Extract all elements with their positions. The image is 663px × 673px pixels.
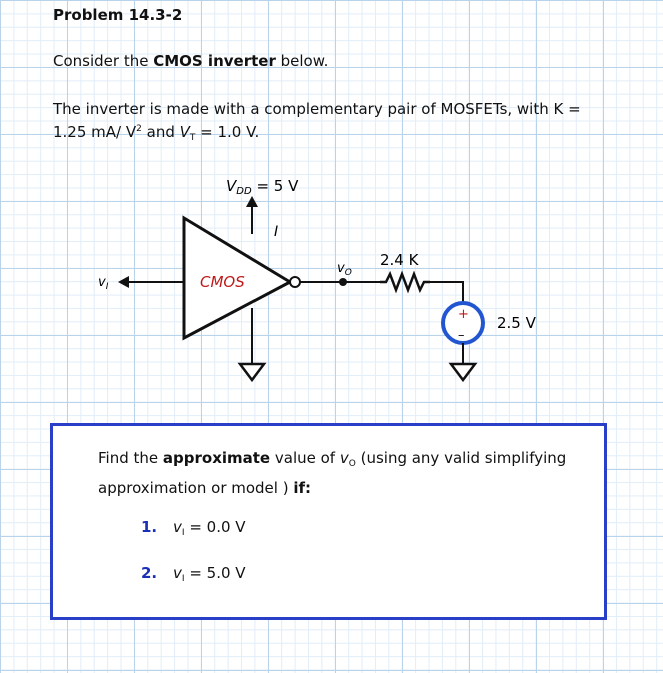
vt-value: = 1.0 V.: [195, 123, 260, 141]
question-box: [50, 423, 607, 620]
intro-prefix: Consider the: [53, 52, 154, 70]
description-line-1: The inverter is made with a complementary pair of MOSFETs, with K =: [53, 100, 581, 118]
vt-subscript: T: [189, 133, 196, 143]
question-if: if:: [293, 479, 312, 497]
intro-bold-term: CMOS inverter: [153, 52, 276, 70]
question-vo-sub: O: [348, 459, 356, 469]
question-text: [98, 446, 598, 500]
and-text: and: [141, 123, 180, 141]
output-node: [339, 278, 347, 286]
item-sub: I: [181, 574, 185, 584]
vdd-label: $V_{DD} = 5$ V: [226, 177, 299, 197]
item-number: 2.: [141, 564, 158, 582]
cmos-ground-icon: [240, 364, 264, 380]
inverter-output-bubble: [290, 277, 300, 287]
intro-suffix: below.: [275, 52, 329, 70]
question-suffix: (using any valid simplifying approximation or model ): [98, 449, 567, 497]
item-value: = 5.0 V: [184, 564, 246, 582]
source-ground-icon: [451, 364, 475, 380]
resistor-icon: [380, 274, 430, 290]
current-label: I: [274, 224, 279, 240]
question-middle: value of: [270, 449, 340, 467]
vi-label: $v_I$: [98, 275, 109, 292]
question-item-2: [141, 564, 246, 584]
problem-title: Problem 14.3-2: [53, 6, 183, 24]
question-item-1: [141, 518, 246, 538]
item-var: v: [173, 518, 182, 536]
item-var: v: [173, 564, 182, 582]
resistor-label: 2.4 K: [380, 251, 419, 269]
source-wire-top: [430, 282, 463, 303]
item-number: 1.: [141, 518, 158, 536]
item-sub: I: [181, 528, 185, 538]
question-vo-symbol: v: [339, 449, 349, 467]
vo-label: $v_O$: [337, 261, 352, 278]
vdd-arrow-icon: [246, 196, 258, 207]
source-plus-sign: +: [458, 307, 469, 322]
source-minus-sign: –: [458, 328, 465, 343]
question-prefix: Find the: [98, 449, 163, 467]
cmos-label: CMOS: [200, 273, 245, 291]
k-exponent: 2: [136, 124, 142, 134]
source-label: 2.5 V: [497, 314, 536, 332]
item-value: = 0.0 V: [184, 518, 246, 536]
input-arrow-icon: [118, 276, 129, 288]
question-bold: approximate: [162, 449, 271, 467]
k-value: 1.25 mA/ V: [53, 123, 137, 141]
vt-symbol: V: [179, 123, 190, 141]
